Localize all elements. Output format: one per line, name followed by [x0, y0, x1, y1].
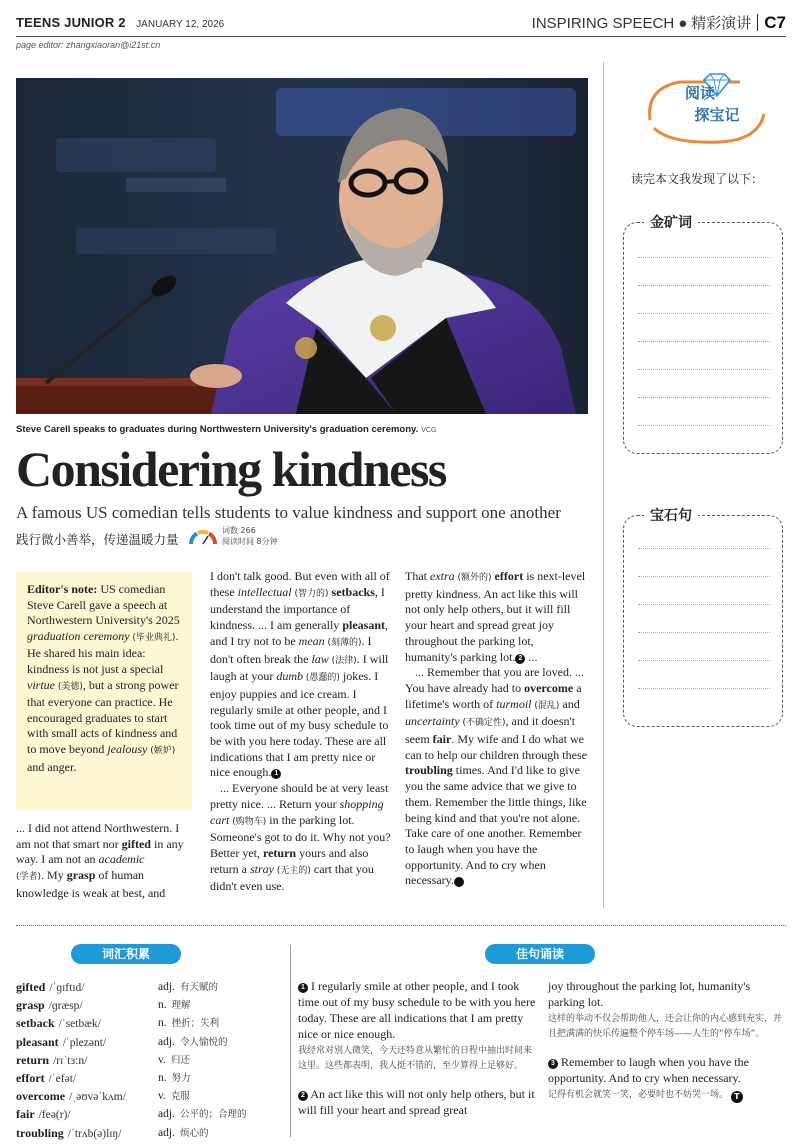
glossed-term: extra — [430, 569, 455, 583]
glossed-term: law — [311, 651, 329, 666]
publication-name: TEENS JUNIOR 2 — [16, 15, 126, 30]
article-column-3 — [405, 569, 588, 889]
vocab-definition — [158, 996, 191, 1015]
sidebar-divider — [603, 62, 604, 908]
page-editor: page editor: zhangxiaoran@i21st.cn — [16, 40, 161, 50]
header-rule — [16, 36, 786, 37]
text-run: ... Remember that you are loved. ... You have already had to — [405, 665, 584, 695]
vocab-meaning: 努力 — [171, 1072, 191, 1084]
cn-gloss: (嫉妒) — [147, 745, 176, 756]
featured-sentence-3 — [548, 1054, 786, 1086]
vocab-item — [16, 1087, 286, 1105]
note-label: Editor's note: — [27, 582, 98, 596]
vocab-pos: adj. — [158, 1108, 175, 1121]
key-word: return — [262, 845, 297, 860]
vocab-phonetic: /ˌəʊvəˈkʌm/ — [69, 1091, 126, 1104]
text-run: cart that you didn't even use. — [210, 861, 374, 894]
vocab-list — [16, 978, 286, 1142]
vocab-phonetic: /ɡræsp/ — [48, 1000, 83, 1013]
page-header — [16, 12, 786, 38]
text-run: of human knowledge is weak at best, and — [16, 868, 166, 900]
vocab-definition — [158, 1069, 191, 1088]
text-run: . My — [41, 868, 67, 883]
glossed-term: turmoil — [496, 696, 532, 711]
sidebar-prompt: 读完本文我发现了以下： — [631, 172, 764, 186]
writing-line — [638, 341, 770, 342]
vocab-item — [16, 1069, 286, 1087]
text-run: . My wife and I do what we can to help our children through these — [405, 732, 587, 762]
article-paragraph-2 — [210, 569, 392, 781]
vocab-phonetic: /ˈsetbæk/ — [58, 1018, 101, 1031]
sentence-marker: 3 — [548, 1059, 558, 1069]
reading-time: 阅读时间 8分钟 — [222, 537, 278, 546]
vocab-definition — [158, 1105, 246, 1124]
vocab-meaning: 有天赋的 — [179, 982, 218, 993]
text-run: US comedian Steve Carell gave a speech at Northwestern University's 2025 — [27, 582, 180, 628]
glossed-term: graduation ceremony — [27, 628, 130, 643]
glossed-term: uncertainty — [405, 714, 460, 729]
vocab-pos: n. — [158, 1071, 167, 1084]
key-word: setbacks — [328, 584, 375, 599]
badge-line-1: 阅读 — [684, 84, 715, 102]
sentence-marker: 2 — [298, 1091, 308, 1101]
cn-gloss: (刻薄的) — [324, 637, 362, 648]
sentence-english-continued: joy throughout the parking lot, humanity's parking lot. — [548, 979, 751, 1009]
cn-gloss: (混乱) — [531, 700, 560, 711]
gem-sentences-label: 宝石句 — [644, 505, 698, 525]
sentence-marker: 1 — [298, 983, 308, 993]
cn-gloss: (智力的) — [291, 588, 329, 599]
section-name: INSPIRING SPEECH — [531, 15, 675, 32]
cn-gloss: (学者) — [16, 872, 42, 883]
reading-treasure-badge — [640, 70, 772, 146]
vocab-word: return — [16, 1052, 50, 1067]
text-run: in the parking lot. Someone's got to do it. Why not you? Better yet, — [210, 812, 391, 860]
vocab-definition — [158, 1033, 227, 1052]
sentence-marker: 2 — [515, 654, 525, 664]
text-run: yours and also return a — [210, 845, 369, 876]
article-paragraph-4 — [405, 569, 588, 665]
glossed-term: dumb — [276, 669, 303, 684]
article-subtitle-cn: 践行微小善举，传递温暖力量 — [16, 532, 179, 547]
text-run: That — [405, 569, 430, 583]
header-divider — [757, 14, 758, 31]
sentence-english: An act like this will not only help others, but it will fill your heart and spread great — [298, 1087, 535, 1117]
gold-words-box — [623, 215, 783, 454]
vocab-pos: v. — [158, 1090, 166, 1103]
vocab-phonetic: /feə(r)/ — [38, 1109, 71, 1122]
masthead — [16, 14, 224, 32]
photo-credit: VCG — [421, 427, 437, 434]
vocab-phonetic: /ˈplezənt/ — [62, 1036, 107, 1049]
glossed-term: mean — [298, 633, 325, 648]
text-run: in any way. I am not an — [16, 836, 184, 867]
cn-gloss: (额外的) — [454, 573, 492, 583]
article-paragraph-5 — [405, 665, 588, 889]
sentence-chinese: 记得有机会就笑一笑，必要时也不妨哭一场。 — [548, 1090, 729, 1100]
vocab-meaning: 归还 — [170, 1054, 190, 1066]
vocab-heading: 词汇积累 — [71, 944, 181, 964]
vocab-definition — [158, 1087, 190, 1106]
vocab-word: overcome — [16, 1089, 66, 1104]
vocab-word: gifted — [16, 980, 46, 994]
cn-gloss: (无主的) — [273, 865, 311, 876]
vocab-item — [16, 978, 286, 996]
vocab-pos: n. — [158, 1017, 167, 1030]
sentence-english: I regularly smile at other people, and I took time out of my busy schedule to be with you here today. These are all indications that I am pretty nice or nice enough. — [298, 979, 536, 1041]
writing-line — [638, 257, 770, 258]
writing-line — [638, 369, 770, 370]
text-run: a lifetime's worth of — [405, 680, 582, 711]
cn-gloss: (购物车) — [229, 816, 267, 827]
text-run: and — [559, 696, 580, 711]
vocab-word: pleasant — [16, 1034, 59, 1049]
vocab-word: grasp — [16, 998, 45, 1013]
writing-line — [638, 548, 770, 549]
writing-line — [638, 576, 770, 577]
key-word: pleasant — [342, 618, 385, 633]
text-run: , and it doesn't seem — [405, 714, 576, 747]
sentence-column-2 — [548, 978, 786, 1103]
caption-text: Steve Carell speaks to graduates during Northwestern University's graduation ceremony. — [16, 424, 419, 435]
writing-line — [638, 285, 770, 286]
vocab-word: fair — [16, 1107, 35, 1122]
text-run: . I will laugh at your — [210, 651, 389, 684]
text-run: . I don't often break the — [210, 633, 372, 666]
key-word: effort — [491, 569, 524, 583]
glossed-term: shopping cart — [210, 796, 384, 827]
featured-sentence-2 — [298, 1086, 536, 1118]
sentence-marker: 1 — [271, 769, 281, 779]
cn-gloss: (法律) — [328, 655, 357, 666]
vocab-pos: v. — [158, 1053, 166, 1066]
vocab-item — [16, 1014, 286, 1032]
article-paragraph-1 — [16, 821, 196, 902]
key-word: troubling — [405, 763, 453, 778]
writing-line — [638, 397, 770, 398]
page-number: C7 — [764, 13, 786, 32]
photo-caption — [16, 424, 436, 435]
glossed-term: jealousy — [107, 741, 148, 756]
section-header — [532, 12, 786, 33]
glossed-term: stray — [249, 861, 274, 876]
cn-gloss: (美德) — [55, 681, 83, 692]
vocab-definition — [158, 1051, 190, 1070]
reading-stats — [222, 525, 278, 547]
text-run: , I understand the importance of kindness. ... I am generally — [210, 584, 385, 633]
vocab-item — [16, 1105, 286, 1123]
article-column-2 — [210, 569, 392, 895]
bullet-icon: ● — [678, 15, 688, 32]
sentence-marker: 3 — [454, 877, 464, 887]
vocab-definition — [158, 978, 218, 997]
vocab-definition — [158, 1014, 219, 1033]
vocab-pos: adj. — [158, 981, 175, 993]
vocab-phonetic: /ˈefət/ — [48, 1072, 77, 1085]
vocab-item — [16, 1124, 286, 1142]
article-paragraph-3 — [210, 781, 392, 895]
article-title: Considering kindness — [16, 441, 446, 497]
writing-line — [638, 660, 770, 661]
vocab-word: setback — [16, 1016, 55, 1031]
vocab-pos: n. — [158, 999, 167, 1012]
sentence-column-1 — [298, 978, 536, 1118]
text-run: is next-level pretty kindness. An act like this will not only help others, but it will fill your heart and spread great joy throughout the parking lot, humanity's parking lot. — [405, 569, 586, 664]
vocab-item — [16, 1033, 286, 1051]
writing-line — [638, 632, 770, 633]
vocab-pos: adj. — [158, 1035, 175, 1048]
glossed-term: virtue — [27, 677, 55, 692]
writing-line — [638, 425, 770, 426]
editors-note — [16, 572, 192, 810]
gold-words-label: 金矿词 — [644, 212, 698, 232]
badge-line-2: 探宝记 — [694, 106, 740, 124]
cn-gloss: (毕业典礼) — [129, 632, 176, 643]
key-word: grasp — [66, 868, 96, 883]
text-run: ... I did not attend Northwestern. I am not that smart nor — [16, 821, 180, 851]
text-run: jokes. I enjoy puppies and ice cream. I regularly smile at other people, and I took time out of my busy schedule to be with you here today. These are all indications that I am pretty nice or nice enough. — [210, 669, 389, 780]
text-run: ... — [525, 649, 538, 664]
text-run: , but a strong power that everyone can practice. He encouraged graduates to start with small acts of kindness and to move beyond — [27, 677, 179, 756]
vocab-pos: adj. — [158, 1126, 175, 1139]
cn-gloss: (愚蠢的) — [303, 673, 340, 684]
text-run: , and I try not to be — [210, 618, 388, 648]
sentence-chinese: 我经常对别人微笑，今天还特意从繁忙的日程中抽出时间来这里。这些都表明，我人挺不错的，至少算得上足够好。 — [298, 1046, 533, 1071]
text-run: and anger. — [27, 759, 77, 774]
sentences-heading: 佳句诵读 — [485, 944, 595, 964]
vocab-meaning: 理解 — [171, 1000, 191, 1012]
writing-line — [638, 313, 770, 314]
featured-sentence-1 — [298, 978, 536, 1042]
vocab-definition — [158, 1124, 208, 1143]
bottom-section-rule — [16, 925, 786, 926]
vocab-phonetic: /ˈtrʌb(ə)lɪŋ/ — [67, 1127, 122, 1140]
photo-illustration — [16, 78, 588, 414]
vocab-phonetic: /rɪˈtɜːn/ — [53, 1054, 88, 1067]
end-mark-icon: T — [731, 1091, 743, 1103]
vocab-meaning: 烦心的 — [179, 1127, 209, 1139]
sentence-chinese: 这样的举动不仅会帮助他人，还会让你的内心感到充实，并且把满满的快乐传遍整个停车场——人生的“停车场”。 — [548, 1014, 783, 1039]
key-word: overcome — [524, 680, 574, 695]
vocab-phonetic: /ˈɡɪftɪd/ — [49, 982, 85, 994]
vocab-word: troubling — [16, 1125, 64, 1140]
vocab-meaning: 公平的；合理的 — [179, 1109, 247, 1121]
article-subtitle: A famous US comedian tells students to value kindness and support one another — [16, 503, 561, 522]
writing-line — [638, 688, 770, 689]
vocab-word: effort — [16, 1070, 45, 1085]
vocab-meaning: 克服 — [170, 1091, 190, 1103]
vocab-item — [16, 1051, 286, 1069]
text-run: times. And I'd like to give you the same advice that we give to them. Remember the little things, like being kind and that you're not alone. Take care of one another. Remember to laugh when you have the opportunity. And to cry when necessary. — [405, 763, 587, 888]
sentence-chinese-row — [548, 1088, 786, 1103]
cn-gloss: (不确定性) — [459, 718, 506, 729]
vocab-meaning: 令人愉悦的 — [179, 1036, 228, 1048]
text-run: . He shared his main idea: kindness is not just a special — [27, 628, 179, 676]
speaker-photo — [16, 78, 588, 414]
gem-sentences-box — [623, 508, 783, 727]
text-run: ... Everyone should be at very least pretty nice. ... Return your — [210, 781, 389, 811]
bottom-column-divider — [290, 945, 291, 1137]
glossed-term: academic — [98, 852, 145, 867]
issue-date: JANUARY 12, 2026 — [136, 19, 225, 30]
reading-level-gauge-icon — [188, 528, 218, 546]
section-name-cn: 精彩演讲 — [691, 15, 752, 32]
key-word: fair — [432, 732, 452, 747]
vocab-item — [16, 996, 286, 1014]
key-word: gifted — [121, 836, 151, 851]
sentence-english: Remember to laugh when you have the opportunity. And to cry when necessary. — [548, 1055, 749, 1085]
text-run: I don't talk good. But even with all of these — [210, 569, 390, 599]
word-count: 词数 266 — [222, 526, 256, 535]
vocab-meaning: 挫折；失利 — [171, 1018, 220, 1030]
writing-line — [638, 604, 770, 605]
glossed-term: intellectual — [237, 584, 292, 599]
badge-title — [640, 82, 760, 126]
